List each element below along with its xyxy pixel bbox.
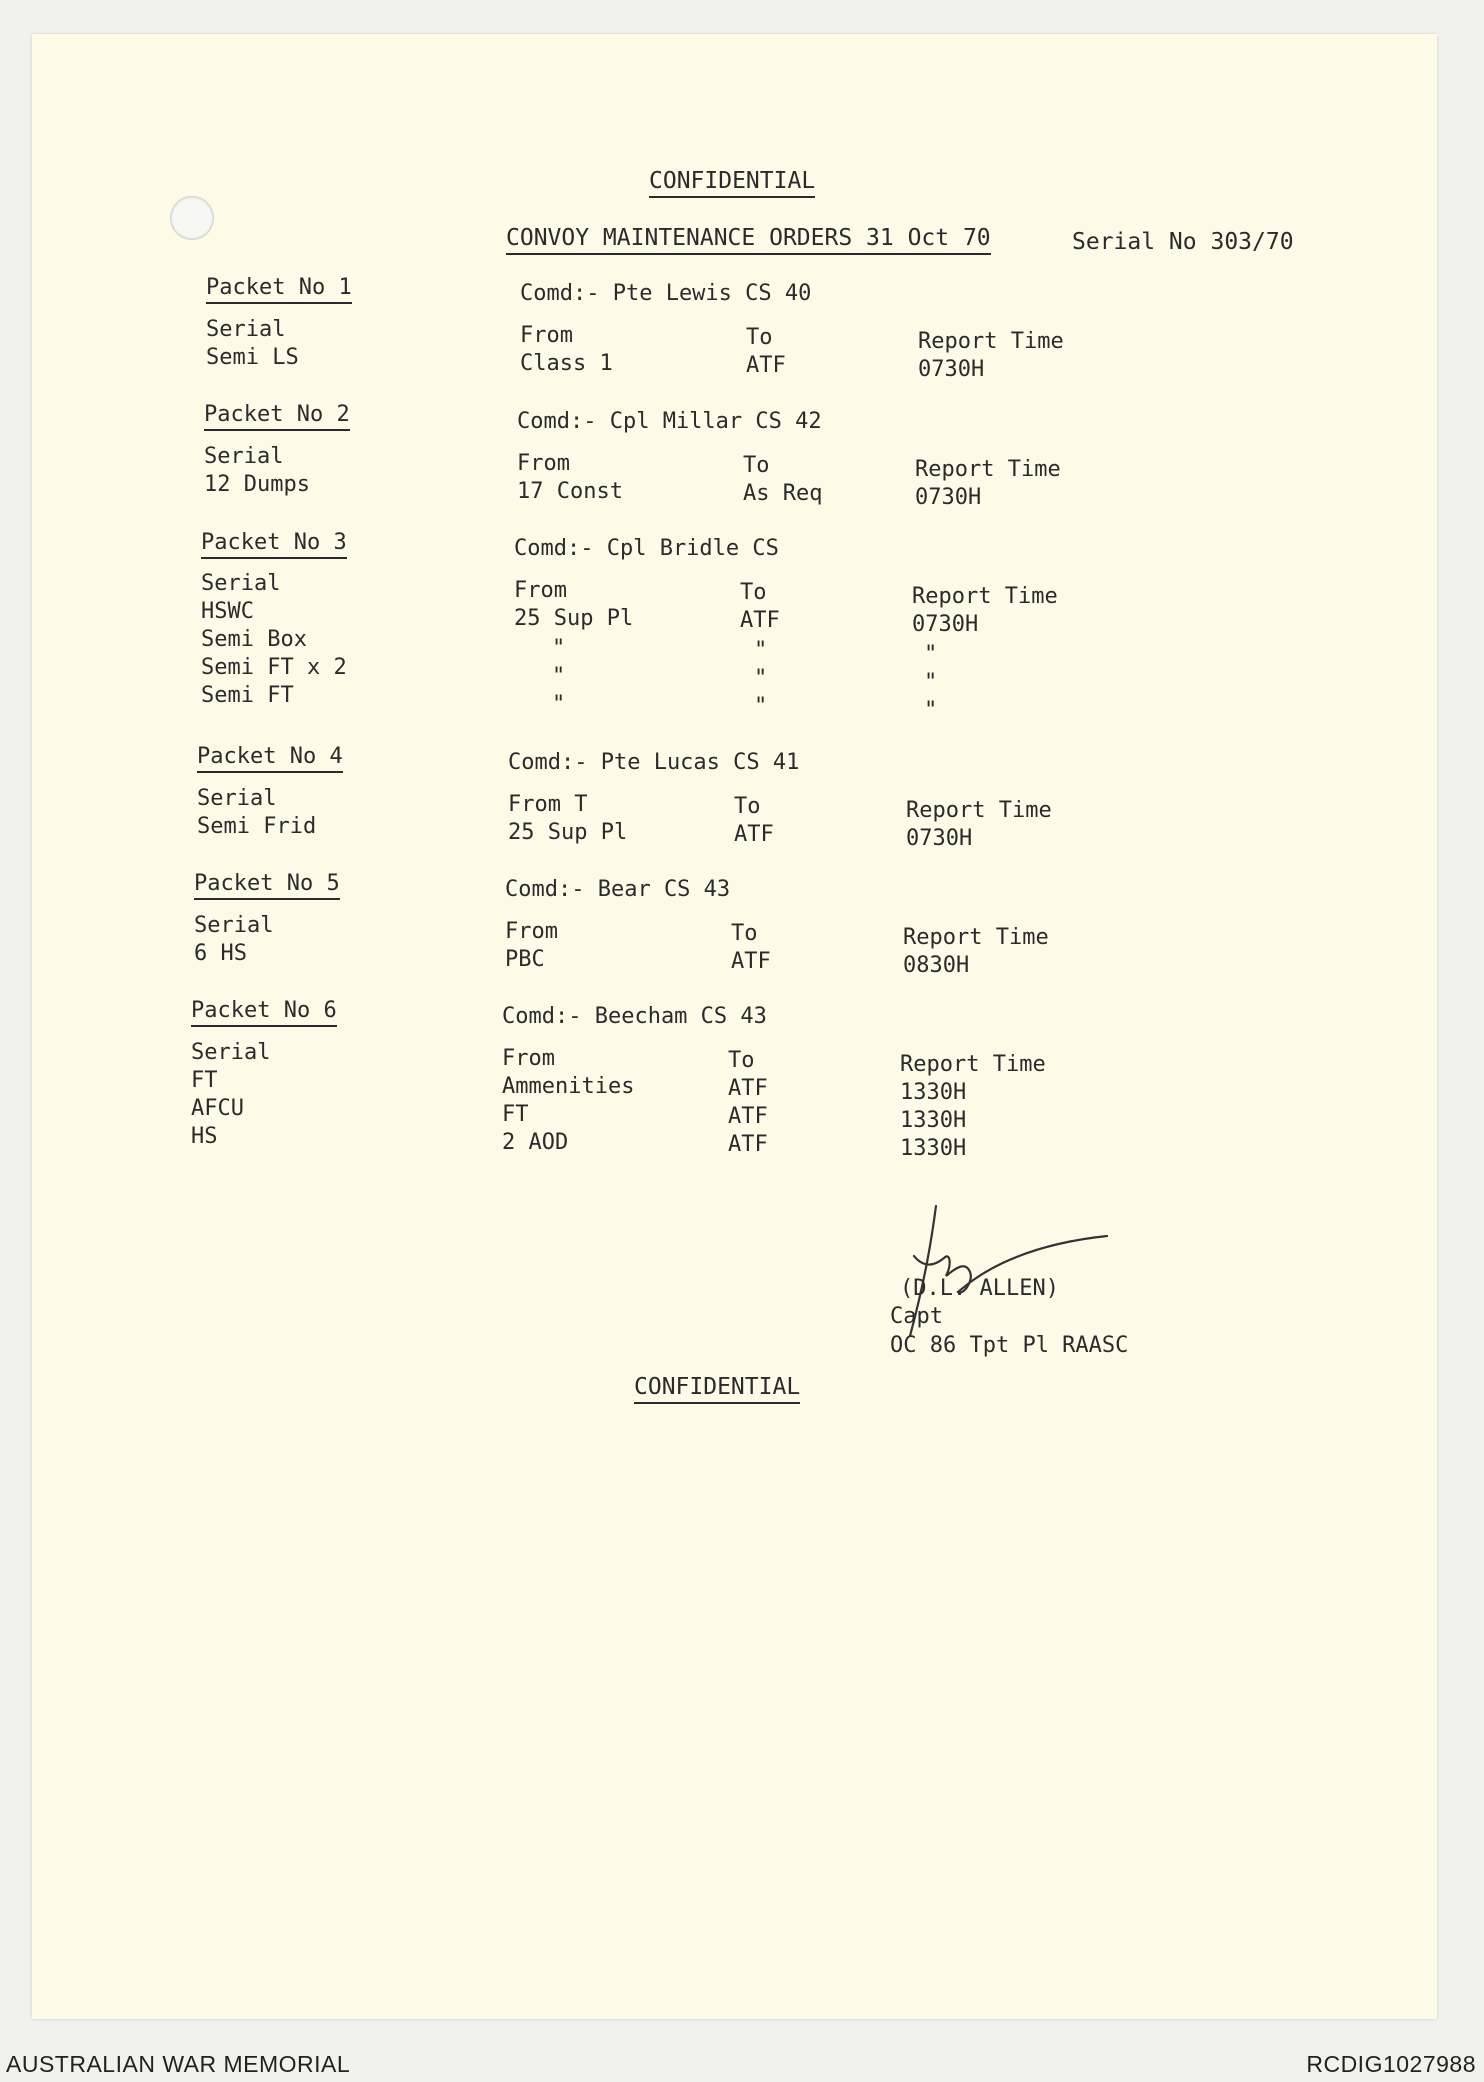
to-value: ATF xyxy=(728,1104,768,1129)
from-value: Ammenities xyxy=(502,1074,635,1099)
ditto-mark: " xyxy=(552,664,566,689)
from-value: 2 AOD xyxy=(502,1130,569,1155)
signatory-rank: Capt xyxy=(890,1304,943,1329)
from-label: From xyxy=(517,451,570,476)
ditto-mark: " xyxy=(754,666,768,691)
packet-heading: Packet No 6 xyxy=(191,1000,337,1027)
to-value: ATF xyxy=(746,353,786,378)
packet-serial-item: AFCU xyxy=(191,1096,244,1121)
ditto-mark: " xyxy=(552,636,566,661)
packet-serial-item: Semi Box xyxy=(201,627,307,652)
document-page xyxy=(32,34,1437,2019)
document-title: CONVOY MAINTENANCE ORDERS 31 Oct 70 xyxy=(506,227,991,255)
to-label: To xyxy=(731,921,758,946)
packet-commander: Comd:- Bear CS 43 xyxy=(505,877,731,902)
to-label: To xyxy=(740,580,767,605)
to-label: To xyxy=(746,325,773,350)
packet-serial-item: HS xyxy=(191,1124,218,1149)
report-time-value: 1330H xyxy=(900,1080,967,1105)
ditto-mark: " xyxy=(924,642,938,667)
packet-serial-label: Serial xyxy=(197,786,277,811)
signatory-appointment: OC 86 Tpt Pl RAASC xyxy=(890,1333,1129,1358)
report-time-label: Report Time xyxy=(915,457,1061,482)
from-value: Class 1 xyxy=(520,351,613,376)
ditto-mark: " xyxy=(552,692,566,717)
from-label: From xyxy=(520,323,573,348)
packet-serial-item: 6 HS xyxy=(194,941,247,966)
from-value: FT xyxy=(502,1102,529,1127)
from-label: From xyxy=(502,1046,555,1071)
to-label: To xyxy=(734,794,761,819)
to-value: As Req xyxy=(743,481,823,506)
to-value: ATF xyxy=(728,1076,768,1101)
report-time-value: 0730H xyxy=(918,357,985,382)
serial-number: Serial No 303/70 xyxy=(1072,229,1294,255)
footer-institution: AUSTRALIAN WAR MEMORIAL xyxy=(6,2051,351,2077)
packet-serial-item: Semi Frid xyxy=(197,814,317,839)
report-time-value: 1330H xyxy=(900,1108,967,1133)
packet-commander: Comd:- Cpl Bridle CS xyxy=(514,536,779,561)
report-time-label: Report Time xyxy=(903,925,1049,950)
from-value: PBC xyxy=(505,947,545,972)
packet-heading: Packet No 4 xyxy=(197,746,343,773)
report-time-label: Report Time xyxy=(906,798,1052,823)
packet-serial-item: Semi FT xyxy=(201,683,294,708)
ditto-mark: " xyxy=(924,698,938,723)
report-time-label: Report Time xyxy=(912,584,1058,609)
from-value: 25 Sup Pl xyxy=(514,606,634,631)
packet-serial-label: Serial xyxy=(191,1040,271,1065)
report-time-value: 0730H xyxy=(915,485,982,510)
packet-serial-item: FT xyxy=(191,1068,218,1093)
from-label: From xyxy=(505,919,558,944)
from-label: From T xyxy=(508,792,588,817)
report-time-value: 0730H xyxy=(912,612,979,637)
packet-heading: Packet No 3 xyxy=(201,532,347,559)
packet-heading: Packet No 5 xyxy=(194,873,340,900)
from-value: 25 Sup Pl xyxy=(508,820,628,845)
report-time-value: 1330H xyxy=(900,1136,967,1161)
to-label: To xyxy=(743,453,770,478)
packet-serial-label: Serial xyxy=(194,913,274,938)
confidential-bottom: CONFIDENTIAL xyxy=(634,1376,800,1404)
packet-serial-item: Semi LS xyxy=(206,345,299,370)
ditto-mark: " xyxy=(754,694,768,719)
packet-heading: Packet No 2 xyxy=(204,404,350,431)
packet-serial-label: Serial xyxy=(204,444,284,469)
packet-serial-item: HSWC xyxy=(201,599,254,624)
punch-hole xyxy=(170,196,214,240)
packet-serial-label: Serial xyxy=(206,317,286,342)
packet-commander: Comd:- Cpl Millar CS 42 xyxy=(517,409,822,434)
report-time-value: 0830H xyxy=(903,953,970,978)
report-time-label: Report Time xyxy=(900,1052,1046,1077)
packet-serial-item: 12 Dumps xyxy=(204,472,310,497)
footer-record-id: RCDIG1027988 xyxy=(1306,2051,1476,2077)
to-value: ATF xyxy=(734,822,774,847)
packet-serial-item: Semi FT x 2 xyxy=(201,655,347,680)
packet-heading: Packet No 1 xyxy=(206,277,352,304)
signatory-name: (D.L. ALLEN) xyxy=(900,1276,1059,1301)
ditto-mark: " xyxy=(754,638,768,663)
ditto-mark: " xyxy=(924,670,938,695)
to-value: ATF xyxy=(728,1132,768,1157)
report-time-value: 0730H xyxy=(906,826,973,851)
to-label: To xyxy=(728,1048,755,1073)
packet-commander: Comd:- Beecham CS 43 xyxy=(502,1004,767,1029)
confidential-top: CONFIDENTIAL xyxy=(649,170,815,198)
packet-serial-label: Serial xyxy=(201,571,281,596)
to-value: ATF xyxy=(740,608,780,633)
to-value: ATF xyxy=(731,949,771,974)
from-value: 17 Const xyxy=(517,479,623,504)
from-label: From xyxy=(514,578,567,603)
report-time-label: Report Time xyxy=(918,329,1064,354)
packet-commander: Comd:- Pte Lewis CS 40 xyxy=(520,281,812,306)
packet-commander: Comd:- Pte Lucas CS 41 xyxy=(508,750,800,775)
